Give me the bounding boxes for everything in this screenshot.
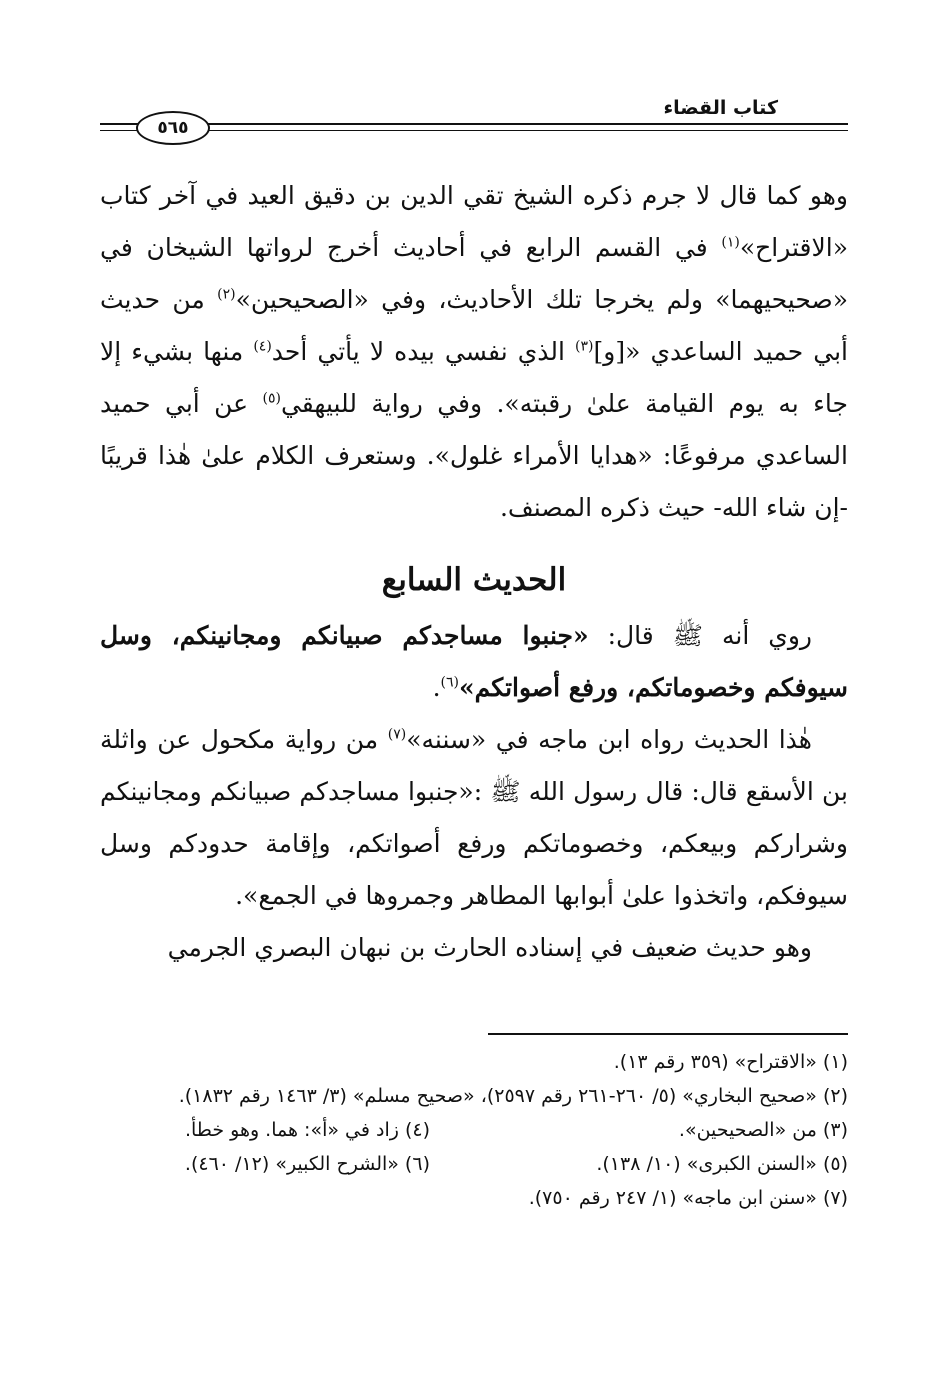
text-run: الذي نفسي بيده لا يأتي أحد [271, 337, 576, 366]
section-heading: الحديث السابع [381, 562, 567, 598]
text-run: عن أبي حميد الساعدي مرفوعًا: «هدايا الأمراء غلول». وستعرف الكلام علىٰ هٰذا قريبًا -إن شاء الله- حيث ذكره المصنف. [100, 389, 848, 522]
text-run: . [432, 673, 441, 702]
main-text [100, 170, 848, 974]
text-run: روي أنه ﷺ قال: [588, 621, 812, 650]
text-run: منها بشيء إلا جاء به يوم القيامة علىٰ رقبته». وفي رواية للبيهقي [100, 337, 848, 418]
footnote-6: (٦) «الشرح الكبير» (١٢/ ٤٦٠). [184, 1153, 430, 1175]
footnote-ref[interactable]: (٦) [440, 674, 460, 691]
footnote-row [100, 1147, 848, 1181]
chapter-title: كتاب القضاء [663, 97, 778, 119]
page-number: ٥٦٥ [136, 111, 210, 145]
footnote-3: (٣) من «الصحيحين». [678, 1119, 848, 1141]
paragraph-2 [100, 610, 848, 714]
footnotes [100, 1045, 848, 1215]
footnote-separator [488, 1033, 848, 1035]
header-rule-bottom [100, 130, 848, 131]
text-run: وهو كما قال لا جرم ذكره الشيخ تقي الدين بن دقيق العيد في آخر كتاب «الاقتراح» [100, 181, 848, 262]
text-run: من رواية مكحول عن واثلة بن الأسقع قال: قال رسول الله ﷺ :«جنبوا مساجدكم صبيانكم ومجانينكم وشراركم وبيعكم، وخصوماتكم ورفع أصواتكم، وإقامة حدودكم وسل سيوفكم، واتخذوا علىٰ أبوابها المطاهر وجمروها في الجمع». [100, 725, 848, 910]
footnote-ref[interactable]: (٧) [387, 726, 407, 743]
paragraph-3 [100, 714, 848, 922]
footnote-ref[interactable]: (٣) [575, 338, 594, 355]
paragraph-1 [100, 170, 848, 534]
footnote-5: (٥) «السنن الكبرى» (١٠/ ١٣٨). [596, 1153, 848, 1175]
footnote-7: (٧) «سنن ابن ماجه» (١/ ٢٤٧ رقم ٧٥٠). [528, 1187, 848, 1209]
footnote-row [100, 1113, 848, 1147]
hadith-text: «جنبوا مساجدكم صبيانكم ومجانينكم، وسل سيوفكم وخصوماتكم، ورفع أصواتكم» [100, 621, 848, 702]
footnote-ref[interactable]: (٤) [253, 338, 272, 355]
footnote-1: (١) «الاقتراح» (٣٥٩ رقم ١٣). [613, 1051, 848, 1073]
footnote-ref[interactable]: (٥) [262, 390, 281, 407]
footnote-ref[interactable]: (٢) [217, 286, 236, 303]
text-run: من حديث أبي حميد الساعدي «[و] [100, 285, 848, 366]
paragraph-4: وهو حديث ضعيف في إسناده الحارث بن نبهان البصري الجرمي [167, 933, 812, 962]
footnote-2: (٢) «صحيح البخاري» (٥/ ٢٦٠-٢٦١ رقم ٢٥٩٧)، «صحيح مسلم» (٣/ ١٤٦٣ رقم ١٨٣٢). [178, 1085, 848, 1107]
text-run: في القسم الرابع في أحاديث أخرج لرواتها الشيخان في «صحيحيهما» ولم يخرجا تلك الأحاديث، وفي «الصحيحين» [100, 233, 848, 314]
text-run: هٰذا الحديث رواه ابن ماجه في «سننه» [406, 725, 812, 754]
footnote-4: (٤) زاد في «أ»: هما. وهو خطأ. [184, 1119, 430, 1141]
page-header [100, 95, 848, 145]
header-rule-top [100, 123, 848, 125]
footnote-ref[interactable]: (١) [721, 234, 740, 251]
